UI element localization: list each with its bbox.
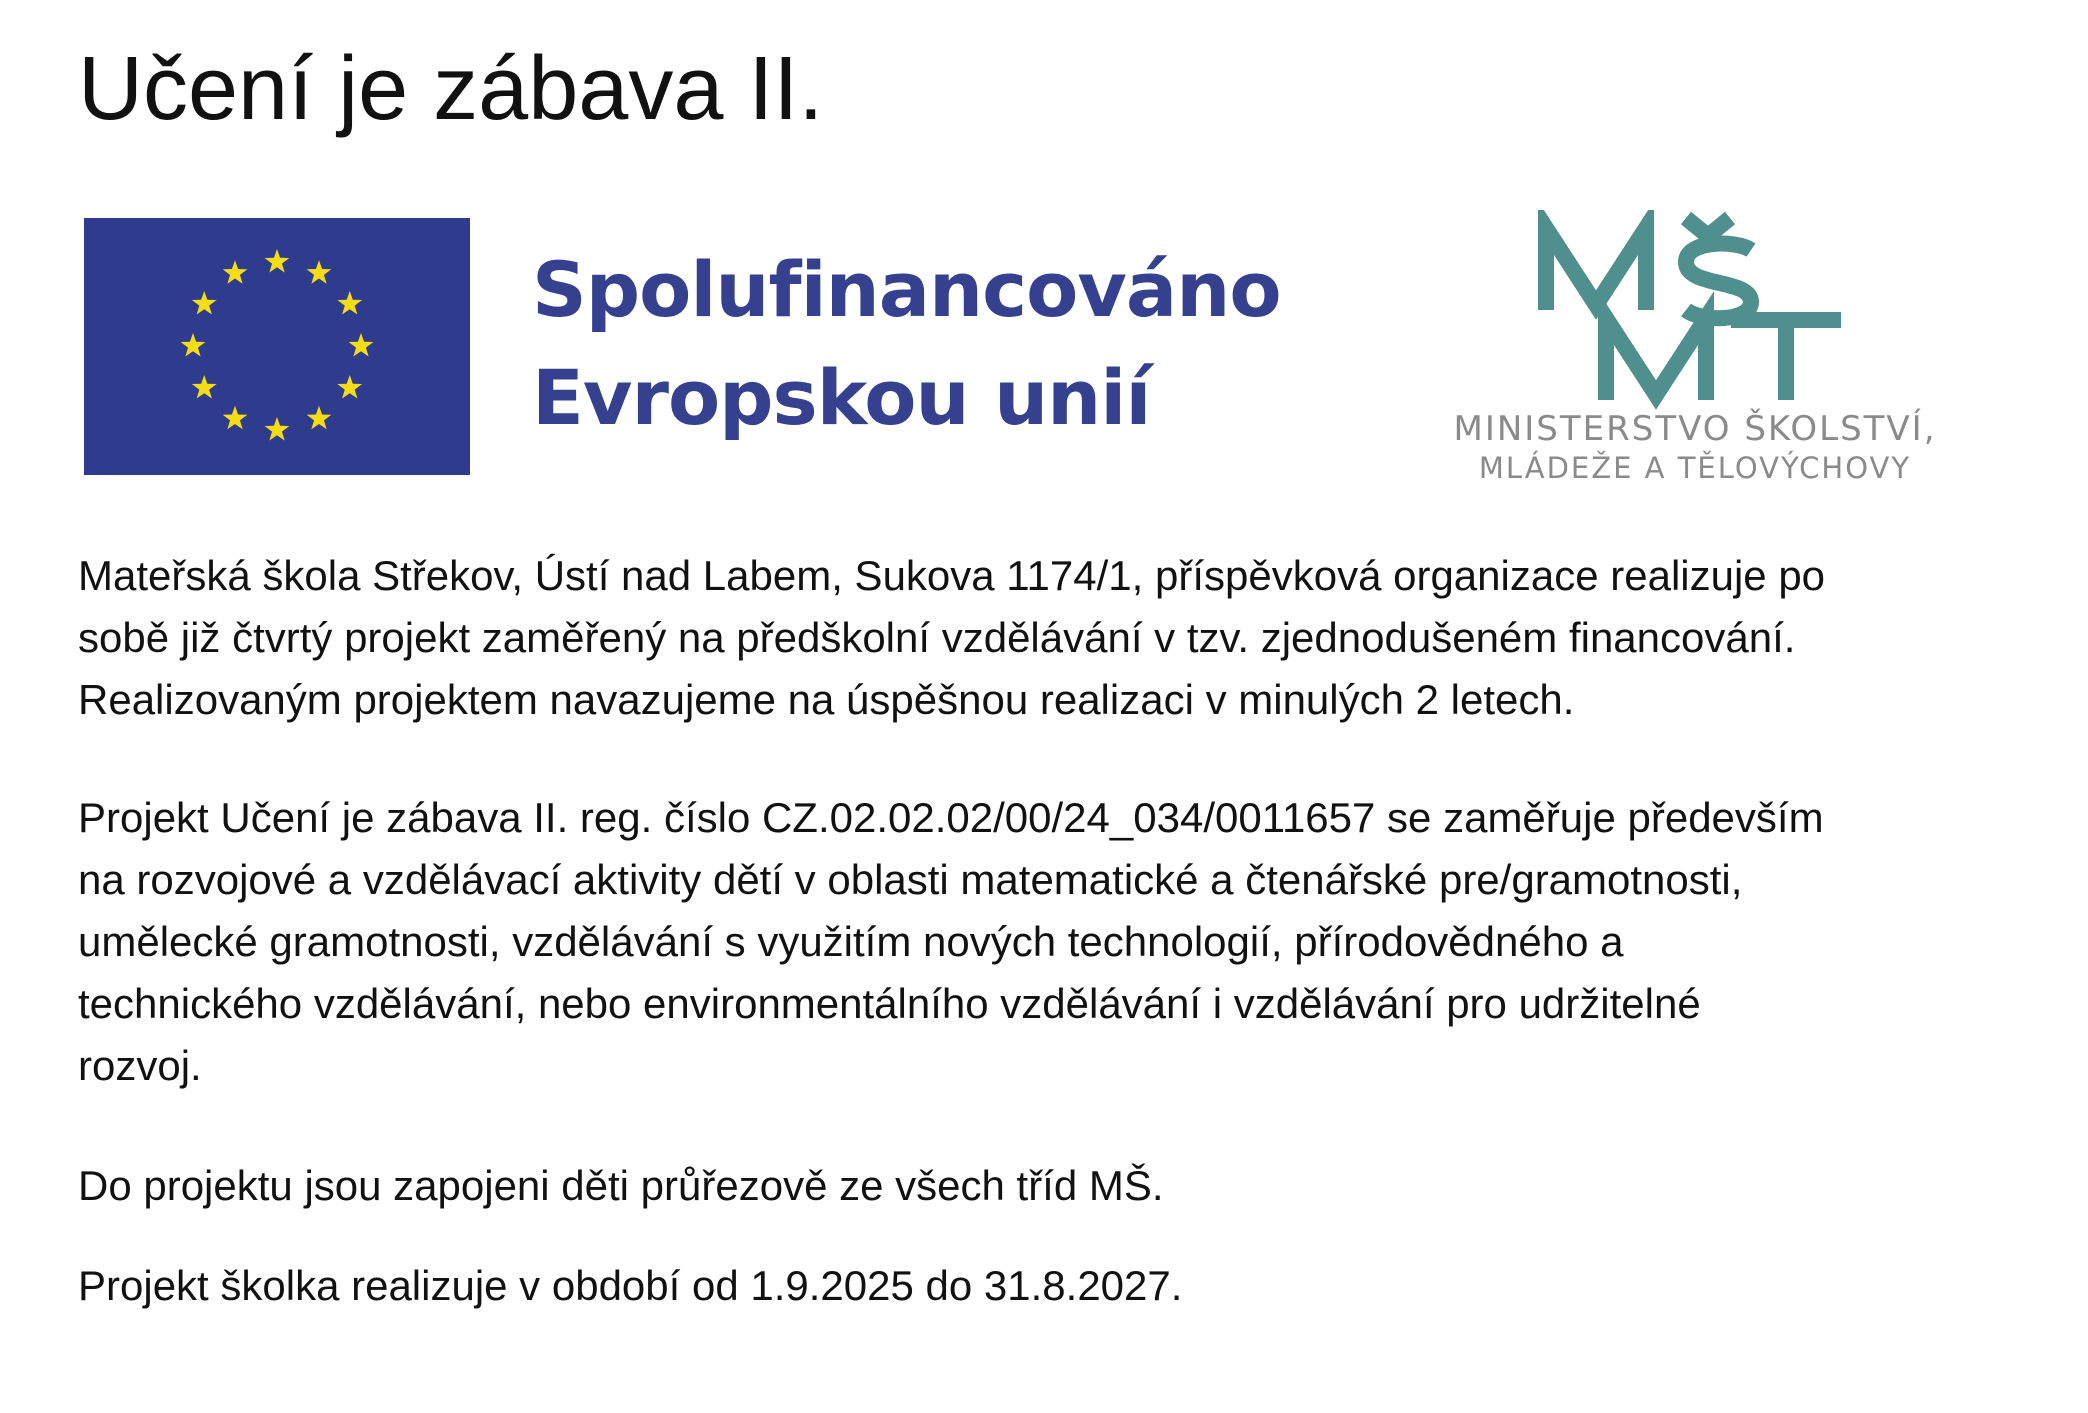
- paragraph-line: technického vzdělávání, nebo environmentálního vzdělávání i vzdělávání pro udržitelné: [78, 980, 1701, 1027]
- msmt-caption-line: MLÁDEŽE A TĚLOVÝCHOVY: [1478, 451, 1912, 485]
- eu-cofinanced-text: [532, 236, 1281, 452]
- eu-flag-icon: [84, 218, 470, 475]
- paragraph-line: Do projektu jsou zapojeni děti průřezově ze všech tříd MŠ.: [78, 1162, 1164, 1209]
- eu-star-icon: [265, 249, 290, 273]
- msmt-caption: [1410, 408, 1980, 486]
- msmt-caption-line: MINISTERSTVO ŠKOLSTVÍ,: [1453, 409, 1937, 449]
- paragraph-line: Mateřská škola Střekov, Ústí nad Labem, Sukova 1174/1, příspěvková organizace realizuje po: [78, 552, 1826, 599]
- paragraph-line: na rozvojové a vzdělávací aktivity dětí v oblasti matematické a čtenářské pre/gramotnosti,: [78, 856, 1743, 903]
- eu-text-line: Spolufinancováno: [532, 245, 1281, 334]
- eu-star-icon: [349, 333, 374, 357]
- paragraph-line: rozvoj.: [78, 1042, 202, 1089]
- paragraph-project-focus: [78, 787, 2008, 1097]
- eu-star-icon: [181, 333, 206, 357]
- eu-star-icon: [307, 406, 332, 430]
- eu-star-icon: [337, 291, 362, 315]
- paragraph-line: sobě již čtvrtý projekt zaměřený na předškolní vzdělávání v tzv. zjednodušeném financování.: [78, 614, 1796, 661]
- paragraph-line: Projekt školka realizuje v období od 1.9.2025 do 31.8.2027.: [78, 1262, 1183, 1309]
- eu-star-icon: [307, 260, 332, 284]
- paragraph-participants: [78, 1155, 2008, 1217]
- paragraph-line: umělecké gramotnosti, vzdělávání s využitím nových technologií, přírodovědného a: [78, 918, 1624, 965]
- eu-star-icon: [192, 375, 217, 399]
- paragraph-line: Projekt Učení je zábava II. reg. číslo CZ.02.02.02/00/24_034/0011657 se zaměřuje především: [78, 794, 1824, 841]
- eu-star-icon: [223, 260, 248, 284]
- paragraph-period: [78, 1255, 2008, 1317]
- eu-star-icon: [192, 291, 217, 315]
- paragraph-line: Realizovaným projektem navazujeme na úspěšnou realizaci v minulých 2 letech.: [78, 676, 1575, 723]
- page-title: Učení je zábava II.: [78, 39, 824, 139]
- eu-text-line: Evropskou unií: [532, 353, 1151, 442]
- eu-star-icon: [265, 417, 290, 441]
- paragraph-intro: [78, 545, 2008, 731]
- msmt-logo: [1410, 210, 1980, 490]
- eu-star-icon: [223, 406, 248, 430]
- msmt-monogram-icon: [1536, 210, 1856, 410]
- eu-star-icon: [337, 375, 362, 399]
